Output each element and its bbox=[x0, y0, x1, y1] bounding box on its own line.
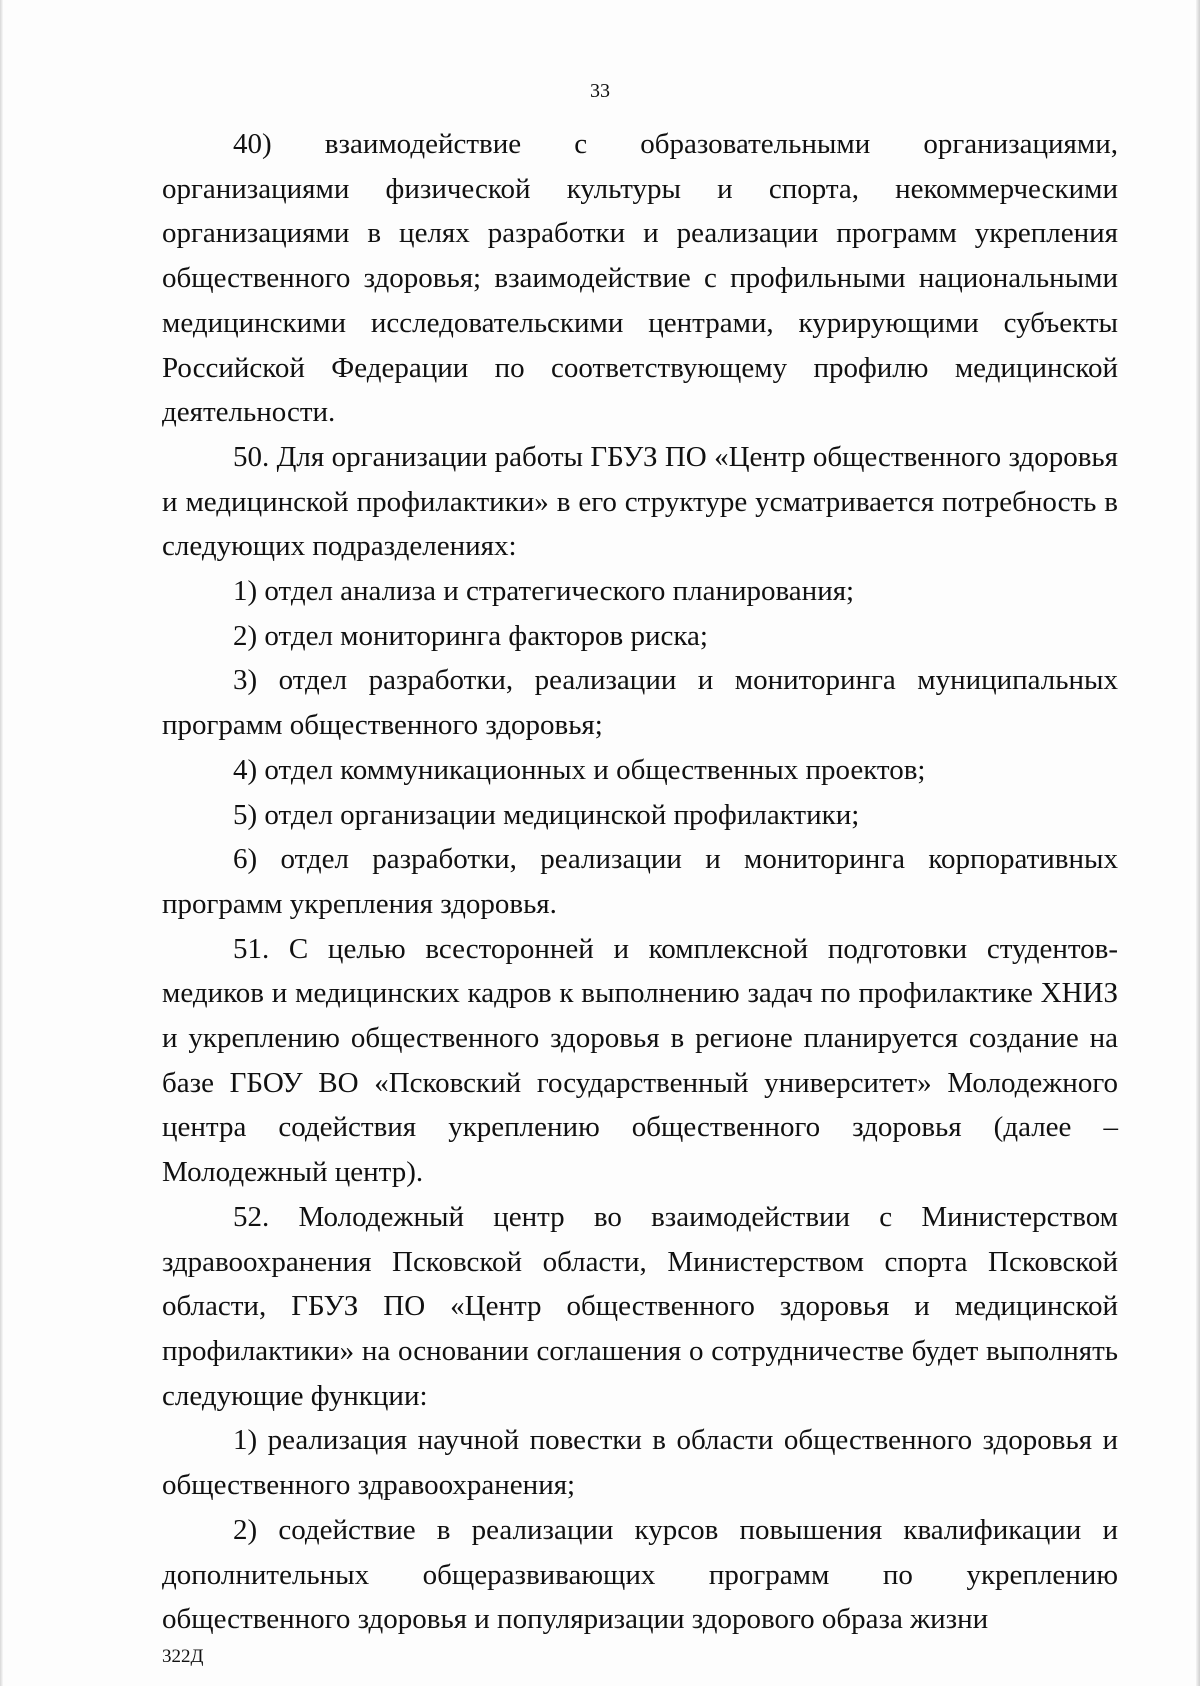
paragraph-52: 52. Молодежный центр во взаимодействии с Министерством здравоохранения Псковской области, Министерством спорта Псковской области, ГБУЗ ПО «Центр общественного здоровья и медицинской профилактики» на основании соглашения о сотрудничестве будет выполнять следующие функции: bbox=[162, 1200, 1118, 1412]
document-body bbox=[162, 122, 1118, 1642]
paragraph-51: 51. С целью всесторонней и комплексной подготовки студентов-медиков и медицинских кадров к выполнению задач по профилактике ХНИЗ и укреплению общественного здоровья в регионе планируется создание на базе ГБОУ ВО «Псковский государственный университет» Молодежного центра содействия укреплению общественного здоровья (далее – Молодежный центр). bbox=[162, 932, 1118, 1189]
list-item-department-6: 6) отдел разработки, реализации и мониторинга корпоративных программ укрепления здоровья. bbox=[162, 843, 1118, 920]
page-number: 33 bbox=[590, 80, 610, 102]
list-item-department-5: 5) отдел организации медицинской профилактики; bbox=[233, 798, 860, 831]
list-item-department-4: 4) отдел коммуникационных и общественных проектов; bbox=[233, 753, 926, 786]
list-item-department-3: 3) отдел разработки, реализации и мониторинга муниципальных программ общественного здоровья; bbox=[162, 664, 1118, 742]
scan-edge-right bbox=[1196, 0, 1200, 1686]
scan-edge-left bbox=[0, 0, 3, 1686]
list-item-department-1: 1) отдел анализа и стратегического планирования; bbox=[233, 575, 855, 608]
paragraph-item-40: 40) взаимодействие с образовательными организациями, организациями физической культуры и спорта, некоммерческими организациями в целях разработки и реализации программ укрепления общественного здоровья; взаимодействие с профильными национальными медицинскими исследовательскими центрами, курирующими субъекты Российской Федерации по соответствующему профилю медицинской деятельности. bbox=[162, 128, 1118, 429]
list-item-department-2: 2) отдел мониторинга факторов риска; bbox=[233, 619, 708, 652]
document-code: 322Д bbox=[162, 1646, 204, 1667]
list-item-function-2: 2) содействие в реализации курсов повышения квалификации и дополнительных общеразвивающих программ по укреплению общественного здоровья и популяризации здорового образа жизни bbox=[162, 1513, 1118, 1636]
paragraph-50: 50. Для организации работы ГБУЗ ПО «Центр общественного здоровья и медицинской профилактики» в его структуре усматривается потребность в следующих подразделениях: bbox=[162, 440, 1118, 563]
list-item-function-1: 1) реализация научной повестки в области общественного здоровья и общественного здравоохранения; bbox=[162, 1424, 1118, 1502]
